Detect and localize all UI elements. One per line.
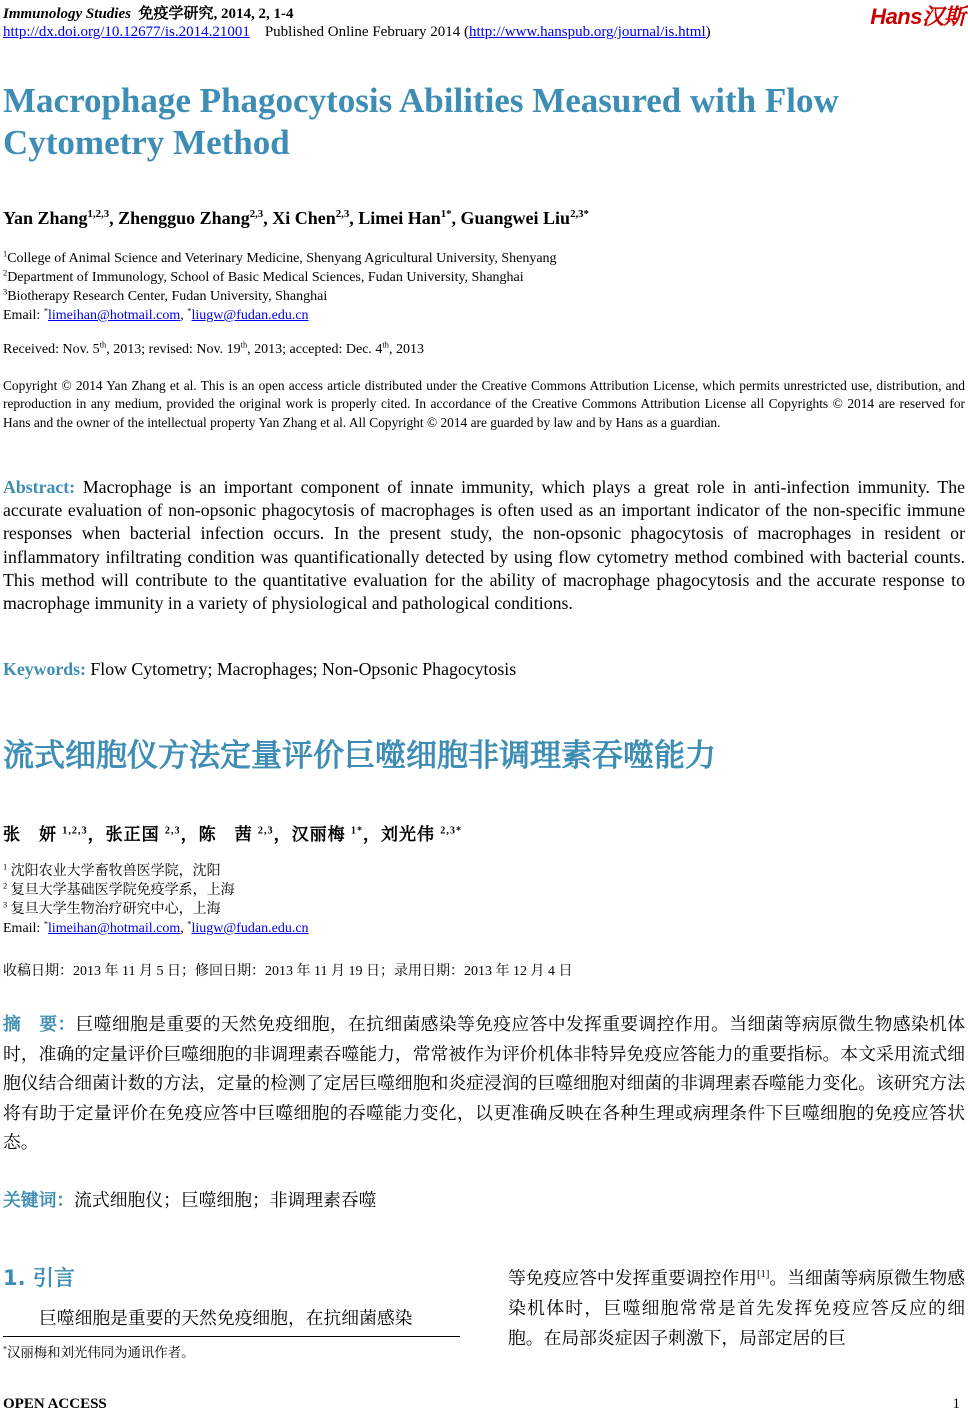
email-link-1[interactable]: limeihan@hotmail.com [48,921,181,936]
author-sep: ， [87,825,106,844]
affiliation-text: 复旦大学基础医学院免疫学系，上海 [10,883,235,898]
author-sup: 2,3 [164,825,181,837]
email-sep: , [180,921,188,936]
author-sep: , [451,208,461,228]
keywords-cn [3,1187,965,1212]
author-name: 张 妍 [3,825,57,844]
affiliations-en [3,249,965,325]
author-sep: ， [363,825,382,844]
email-line [3,306,965,325]
affiliation-num: 3 [3,900,8,910]
email-star: * [187,306,192,316]
hans-logo: Hans汉斯 [870,4,965,29]
journal-header [3,2,965,23]
ordinal-sup: th [240,340,248,350]
journal-url-link[interactable]: http://www.hanspub.org/journal/is.html [468,24,706,40]
author-name: Zhengguo Zhang [118,208,250,228]
author-sep: , [263,208,273,228]
affiliation-item [3,268,965,287]
author-name: 刘光伟 [381,825,436,844]
affiliation-num: 1 [3,249,8,259]
email-sep: , [180,308,188,323]
paper-title-en: Macrophage Phagocytosis Abilities Measured with Flow Cytometry Method [3,81,839,162]
footnote-divider [3,1336,460,1337]
author-sep: , [349,208,359,228]
section-heading-intro: 1. 引言 [3,1266,75,1290]
author-sup: 1,2,3 [62,825,88,837]
author-name: Yan Zhang [3,208,88,228]
abstract-en [3,476,965,615]
footnote-star: * [3,1344,8,1354]
abstract-label-cn: 摘 要： [3,1014,76,1034]
affiliation-item [3,287,965,306]
author-name: 汉丽梅 [291,825,346,844]
email-star: * [43,306,49,316]
author-name: 陈 茜 [198,825,253,844]
author-name: Limei Han [358,208,441,228]
email-link-2[interactable]: liugw@fudan.edu.cn [191,308,309,323]
intro-paragraph-left: 巨噬细胞是重要的天然免疫细胞，在抗细菌感染 [39,1308,413,1328]
citation-ref[interactable]: [1] [756,1268,770,1281]
received-text: Received: Nov. 5 [3,342,100,357]
authors-cn [3,820,965,845]
author-sep: ， [180,825,199,844]
ordinal-sup: th [382,340,389,350]
email-star: * [187,919,192,929]
keywords-label-cn: 关键词： [3,1190,75,1210]
open-access-label: OPEN ACCESS [3,1396,107,1412]
journal-name-cn: 免疫学研究 [138,6,214,22]
author-name: Xi Chen [272,208,336,228]
author-sup: 2,3 [257,825,274,837]
intro-paragraph-right [508,1263,965,1353]
affiliation-item [3,900,965,919]
keywords-text: Flow Cytometry; Macrophages; Non-Opsonic Phagocytosis [85,659,517,679]
revised-text: , 2013; revised: Nov. 19 [106,342,241,357]
affiliation-text: Department of Immunology, School of Basic Medical Sciences, Fudan University, Shanghai [7,270,524,285]
author-sep: , [109,208,119,228]
abstract-label: Abstract: [3,477,76,497]
author-sup: 2,3* [440,825,463,837]
affiliation-text: 复旦大学生物治疗研究中心，上海 [10,902,221,917]
affiliation-item [3,249,965,268]
page-number: 1 [952,1396,960,1412]
email-label: Email: [3,921,44,936]
journal-name-en: Immunology Studies [3,6,131,22]
affiliation-text: Biotherapy Research Center, Fudan University, Shanghai [7,289,328,304]
doi-line [3,24,965,41]
email-link-1[interactable]: limeihan@hotmail.com [48,308,181,323]
intro-text-b: 。当细菌等病原微生物感染机体时，巨噬细胞常常是首先发挥免疫应答反应的细胞。在局部炎症因子刺激下，局部定居的巨 [508,1268,965,1348]
abstract-text: Macrophage is an important component of innate immunity, which plays a great role in anti-infection immunity. The accurate evaluation of non-opsonic phagocytosis of macrophages is often used as an important indicator of the non-specific immune responses when bacterial infection occurs. In the present study, the non-opsonic phagocytosis of macrophages in resident or inflammatory infiltrating condition was quantificationally detected by using flow cytometry method combined with bacterial counts. This method will contribute to the quantitative evaluation for the ability of macrophage phagocytosis and the accurate response to macrophage immunity in a variety of physiological and pathological conditions. [3,477,965,614]
journal-citation: , 2014, 2, 1-4 [213,6,294,22]
email-star: * [43,919,49,929]
author-sup: 2,3 [335,208,350,220]
email-line [3,919,965,938]
abstract-text-cn: 巨噬细胞是重要的天然免疫细胞，在抗细菌感染等免疫应答中发挥重要调控作用。当细菌等病原微生物感染机体时，准确的定量评价巨噬细胞的非调理素吞噬能力，常常被作为评价机体非特异免疫应答能力的重要指标。本文采用流式细胞仪结合细菌计数的方法，定量的检测了定居巨噬细胞和炎症浸润的巨噬细胞对细菌的非调理素吞噬能力变化。该研究方法将有助于定量评价在免疫应答中巨噬细胞的吞噬能力变化，以更准确反映在各种生理或病理条件下巨噬细胞的免疫应答状态。 [3,1014,965,1152]
footnote [3,1342,460,1361]
author-sup: 1* [440,208,452,220]
affiliation-num: 2 [3,881,8,891]
keywords-text-cn: 流式细胞仪；巨噬细胞；非调理素吞噬 [74,1190,377,1210]
affiliation-num: 2 [3,268,8,278]
email-label: Email: [3,308,44,323]
author-sup: 1* [350,825,364,837]
email-link-2[interactable]: liugw@fudan.edu.cn [191,921,309,936]
affiliation-text: College of Animal Science and Veterinary Medicine, Shenyang Agricultural University, Shenyang [7,251,557,266]
affiliation-num: 1 [3,862,8,872]
affiliation-text: 沈阳农业大学畜牧兽医学院，沈阳 [10,864,221,879]
author-sup: 1,2,3 [87,208,110,220]
affiliation-item [3,862,965,881]
author-sup: 2,3 [249,208,264,220]
received-dates-cn: 收稿日期：2013 年 11 月 5 日；修回日期：2013 年 11 月 19 日；录用日期：2013 年 12 月 4 日 [3,964,573,979]
author-name: Guangwei Liu [460,208,571,228]
footnote-text: 汉丽梅和刘光伟同为通讯作者。 [7,1345,195,1360]
doi-link[interactable]: http://dx.doi.org/10.12677/is.2014.21001 [3,24,250,40]
published-text: Published Online February 2014 ( [264,24,469,40]
paper-title-cn: 流式细胞仪方法定量评价巨噬细胞非调理素吞噬能力 [3,738,716,774]
author-sup: 2,3* [570,208,589,220]
abstract-cn [3,1010,965,1158]
year-text: , 2013 [388,342,424,357]
keywords-label: Keywords: [3,659,86,679]
copyright-notice: Copyright © 2014 Yan Zhang et al. This is an open access article distributed under the Creative Commons Attribution License, which permits unrestricted use, distribution, and reproduction in any medium, provided the original work is properly cited. In accordance of the Creative Commons Attribution License all Copyrights © 2014 are reserved for Hans and the owner of the intellectual property Yan Zhang et al. All Copyright © 2014 are guarded by law and by Hans as a guardian. [3,378,965,430]
ordinal-sup: th [99,340,107,350]
affiliations-cn [3,862,965,938]
received-dates-en [3,342,965,358]
authors-en [3,208,965,229]
keywords-en [3,659,965,680]
intro-text-a: 等免疫应答中发挥重要调控作用 [508,1268,757,1288]
author-sep: ， [273,825,292,844]
accepted-text: , 2013; accepted: Dec. 4 [247,342,383,357]
author-name: 张正国 [105,825,160,844]
published-close: ) [705,24,711,40]
affiliation-num: 3 [3,287,8,297]
affiliation-item [3,881,965,900]
